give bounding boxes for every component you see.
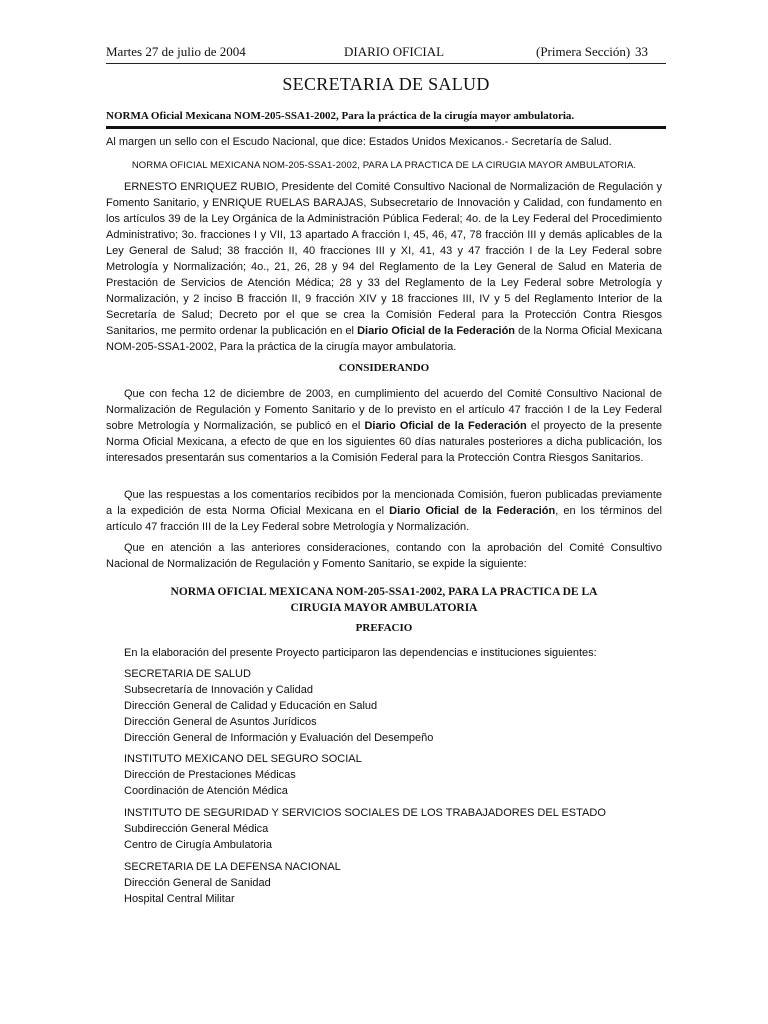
considerando-1-text-1: Que con fecha 12 de diciembre de 2003, en cumplimiento del acuerdo del Comité Consultivo Nacional de Normalización de Regulación y Fomento Sanitario y de lo previsto en el artículo 47 fracción I de la Ley Federal sobre Metrología y Normalización, se publicó en el — [106, 388, 662, 432]
considerando-2-text-1: Que las respuestas a los comentarios recibidos por la mencionada Comisión, fueron publicadas previamente a la expedición de esta Norma Oficial Mexicana en el — [106, 489, 662, 517]
considerando-paragraph-3: Que en atención a las anteriores consideraciones, contando con la aprobación del Comité Consultivo Nacional de Normalización de Regulación y Fomento Sanitario, se expide la siguiente: — [106, 542, 662, 570]
institution-unit: Dirección General de Asuntos Jurídicos — [124, 716, 317, 728]
institution-unit: Subdirección General Médica — [124, 823, 269, 835]
header-date: Martes 27 de julio de 2004 — [106, 44, 246, 59]
institution-name: INSTITUTO MEXICANO DEL SEGURO SOCIAL — [124, 753, 362, 765]
intro-text-2: de la Norma Oficial Mexicana NOM-205-SSA1-2002, Para la práctica de la cirugía mayor ambulatoria. — [106, 325, 662, 353]
institution-group-imss — [124, 751, 664, 799]
department-heading: SECRETARIA DE SALUD — [282, 74, 490, 94]
prefacio-paragraph: En la elaboración del presente Proyecto participaron las dependencias e instituciones siguientes: — [124, 647, 597, 659]
institution-unit: Dirección General de Calidad y Educación en Salud — [124, 700, 378, 712]
considerando-2-text-2: , en los términos del artículo 47 fracción III de la Ley Federal sobre Metrología y Normalización. — [106, 505, 662, 533]
header-divider — [106, 63, 666, 64]
norma-title: NORMA Oficial Mexicana NOM-205-SSA1-2002, Para la práctica de la cirugía mayor ambulatoria. — [106, 110, 575, 122]
institution-name: INSTITUTO DE SEGURIDAD Y SERVICIOS SOCIALES DE LOS TRABAJADORES DEL ESTADO — [124, 807, 606, 819]
norma-heading-line-1: NORMA OFICIAL MEXICANA NOM-205-SSA1-2002, PARA LA PRACTICA DE LA — [170, 586, 598, 598]
institution-group-issste — [124, 805, 664, 853]
institution-unit: Dirección General de Información y Evaluación del Desempeño — [124, 732, 434, 744]
title-divider — [106, 126, 666, 129]
institution-name: SECRETARIA DE LA DEFENSA NACIONAL — [124, 861, 341, 873]
norma-caps-line: NORMA OFICIAL MEXICANA NOM-205-SSA1-2002, PARA LA PRACTICA DE LA CIRUGIA MAYOR AMBULATORIA. — [131, 160, 637, 171]
considerando-1-dof-bold: Diario Oficial de la Federación — [364, 420, 527, 432]
intro-paragraph — [106, 179, 662, 355]
prefacio-heading: PREFACIO — [355, 622, 413, 634]
norma-heading-line-2: CIRUGIA MAYOR AMBULATORIA — [290, 602, 478, 614]
margin-note: Al margen un sello con el Escudo Nacional, que dice: Estados Unidos Mexicanos.- Secretaría de Salud. — [106, 136, 612, 148]
intro-dof-bold: Diario Oficial de la Federación — [357, 325, 516, 337]
header-paper-name: DIARIO OFICIAL — [344, 44, 445, 59]
considerando-paragraph-2 — [106, 487, 662, 535]
institution-unit: Dirección General de Sanidad — [124, 877, 271, 889]
considerando-paragraph-1 — [106, 386, 662, 466]
institution-name: SECRETARIA DE SALUD — [124, 668, 251, 680]
considerando-1-text-2: el proyecto de la presente Norma Oficial Mexicana, a efecto de que en los siguientes 60 días naturales posteriores a dicha publicación, los interesados presentarán sus comentarios a la Comisión Federal para la Protección Contra Riesgos Sanitarios. — [106, 420, 662, 464]
institution-group-sedena — [124, 859, 664, 907]
institution-unit: Hospital Central Militar — [124, 893, 235, 905]
header-page-number: 33 — [635, 44, 648, 59]
considerando-2-dof-bold: Diario Oficial de la Federación — [389, 505, 556, 517]
norma-heading — [106, 584, 662, 616]
page-header — [106, 44, 666, 62]
intro-text-1: ERNESTO ENRIQUEZ RUBIO, Presidente del Comité Consultivo Nacional de Normalización de Regulación y Fomento Sanitario, y ENRIQUE RUELAS BARAJAS, Subsecretario de Innovación y Calidad, con fundamento en los artículos 39 de la Ley Orgánica de la Administración Pública Federal; 4o. de la Ley Federal del Procedimiento Administrativo; 3o. fracciones I y VII, 13 apartado A fracción I, 45, 46, 47, 78 fracción III y demás aplicables de la Ley General de Salud; 38 fracción II, 40 fracciones III y XI, 41, 43 y 47 fracción I de la Ley Federal sobre Metrología y Normalización; 4o., 21, 26, 28 y 94 del Reglamento de la Ley General de Salud en Materia de Prestación de Servicios de Atención Médica; 28 y 33 del Reglamento de la Ley Federal sobre Metrología y Normalización, y 2 inciso B fracción II, 9 fracción XIV y 18 fracciones III, IV y 5 del Reglamento Interior de la Secretaría de Salud; Decreto por el que se crea la Comisión Federal para la Protección Contra Riesgos Sanitarios, me permito ordenar la publicación en el — [106, 181, 662, 337]
institution-unit: Coordinación de Atención Médica — [124, 785, 288, 797]
institution-unit: Subsecretaría de Innovación y Calidad — [124, 684, 313, 696]
institution-unit: Centro de Cirugía Ambulatoria — [124, 839, 272, 851]
institution-group-ssa — [124, 666, 664, 746]
considerando-heading: CONSIDERANDO — [338, 362, 430, 374]
header-section: (Primera Sección) — [536, 44, 631, 59]
institution-unit: Dirección de Prestaciones Médicas — [124, 769, 296, 781]
